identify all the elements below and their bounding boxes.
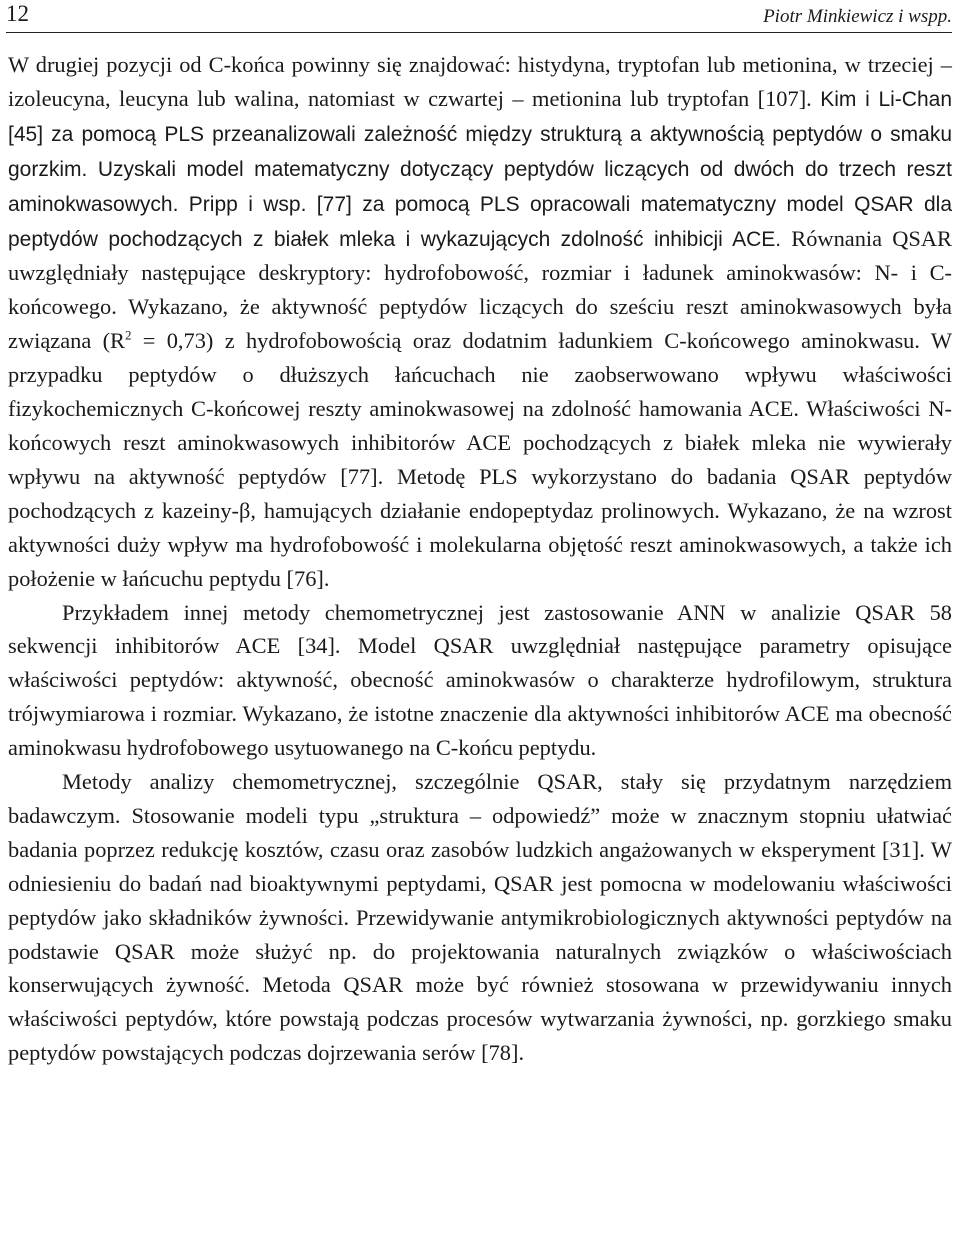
paragraph-1-part-4: = 0,73) z hydrofobowością oraz dodatnim ładunkiem C-końcowego aminokwasu. W przypadku peptydów o dłuższych łańcuchach nie zaobserwowano wpływu właściwości fizykochemicznych C-końcowej reszty aminokwasowej na zdolność hamowania ACE. Właściwości N-końcowych reszt aminokwasowych inhibitorów ACE pochodzących z białek mleka nie wywierały wpływu na aktywność peptydów [77]. Metodę PLS wykorzystano do badania QSAR peptydów pochodzących z kazeiny-β, hamujących działanie endopeptydaz prolinowych. Wykazano, że na wzrost aktywności duży wpływ ma hydrofobowość i molekularna objętość reszt aminokwasowych, a także ich położenie w łańcuchu peptydu [76].: [8, 328, 952, 591]
paragraph-3: Metody analizy chemometrycznej, szczególnie QSAR, stały się przydatnym narzędziem badawczym. Stosowanie modeli typu „struktura – odpowiedź” może w znacznym stopniu ułatwiać badania poprzez redukcję kosztów, czasu oraz zasobów ludzkich angażowanych w eksperyment [31]. W odniesieniu do badań nad bioaktywnymi peptydami, QSAR jest pomocna w modelowaniu właściwości peptydów jako składników żywności. Przewidywanie antymikrobiologicznych aktywności peptydów na podstawie QSAR może służyć np. do projektowania naturalnych związków o właściwościach konserwujących żywność. Metoda QSAR może być również stosowana w przewidywaniu innych właściwości peptydów, które powstają podczas procesów wytwarzania żywności, np. gorzkiego smaku peptydów powstających podczas dojrzewania serów [78].: [8, 769, 952, 1066]
running-head: Piotr Minkiewicz i wspp.: [763, 6, 952, 27]
paragraph-1-part-1: W drugiej pozycji od C-końca powinny się znajdować: histydyna, tryptofan lub metionina, w trzeciej – izoleucyna, leucyna lub walina, natomiast w czwartej – metionina lub tryptofan [107].: [8, 52, 952, 111]
paragraph-1-part-2: Kim i Li-Chan [45] za pomocą PLS przeanalizowali zależność między strukturą a aktywnością peptydów o smaku gorzkim. Uzyskali model matematyczny dotyczący peptydów liczących od dwóch do trzech reszt aminokwasowych. Pripp i wsp. [77] za pomocą PLS opracowali matematyczny model QSAR dla peptydów pochodzących z białek mleka i wykazujących zdolność inhibicji ACE.: [8, 87, 952, 251]
page-header: [6, 0, 952, 36]
paragraph-1: [8, 48, 952, 596]
body-text: [8, 48, 952, 1070]
paragraph-2: Przykładem innej metody chemometrycznej jest zastosowanie ANN w analizie QSAR 58 sekwencji inhibitorów ACE [34]. Model QSAR uwzględniał następujące parametry opisujące właściwości peptydów: aktywność, obecność aminokwasów o charakterze hydrofilowym, struktura trójwymiarowa i rozmiar. Wykazano, że istotne znaczenie dla aktywności inhibitorów ACE ma obecność aminokwasu hydrofobowego usytuowanego na C-końcu peptydu.: [8, 599, 952, 761]
paragraph-1-part-3: Równania QSAR uwzględniały następujące deskryptory: hydrofobowość, rozmiar i ładunek aminokwasów: N- i C-końcowego. Wykazano, że aktywność peptydów liczących do sześciu reszt aminokwasowych była związana (R: [8, 225, 952, 354]
header-rule: [6, 32, 952, 33]
page-number: 12: [6, 1, 29, 26]
superscript-2: 2: [124, 327, 132, 343]
